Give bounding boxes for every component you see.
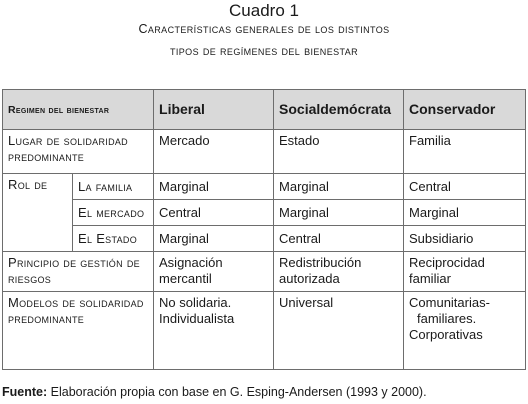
- cell-familia-liberal: Marginal: [154, 174, 274, 200]
- table-row-rol-mercado: [3, 200, 526, 226]
- cell-familia-conservador: Central: [404, 174, 526, 200]
- header-socialdemocrata: Socialdemócrata: [274, 90, 404, 130]
- cell-modelos-social: Universal: [274, 292, 404, 370]
- cell-mercado-conservador: Marginal: [404, 200, 526, 226]
- row-label-estado: El Estado: [73, 226, 154, 252]
- cell-principio-conservador: Reciprocidad familiar: [404, 252, 526, 292]
- cell-modelos-conservador: [404, 292, 526, 370]
- row-label-familia: La familia: [73, 174, 154, 200]
- cell-lugar-liberal: Mercado: [154, 130, 274, 174]
- row-label-rol: Rol de: [3, 174, 73, 252]
- table-row-lugar: [3, 130, 526, 174]
- header-conservador: Conservador: [404, 90, 526, 130]
- footnote-label: Fuente:: [2, 385, 48, 399]
- cell-estado-social: Central: [274, 226, 404, 252]
- welfare-regimes-table: [2, 89, 526, 370]
- cell-modelos-liberal-line-1: No solidaria.: [159, 295, 232, 310]
- row-label-lugar: Lugar de solidaridad predominante: [3, 130, 154, 174]
- header-row: [3, 90, 526, 130]
- footnote-text: Elaboración propia con base en G. Esping-Andersen (1993 y 2000).: [50, 385, 427, 399]
- cell-mercado-liberal: Central: [154, 200, 274, 226]
- row-label-mercado: El mercado: [73, 200, 154, 226]
- table-row-rol-familia: [3, 174, 526, 200]
- cell-estado-conservador: Subsidiario: [404, 226, 526, 252]
- header-liberal: Liberal: [154, 90, 274, 130]
- cell-principio-social: Redistribución autorizada: [274, 252, 404, 292]
- row-label-principio: Principio de gestión de riesgos: [3, 252, 154, 292]
- table-subtitle-line-2: tipos de regímenes del bienestar: [169, 44, 359, 58]
- table-number-title: Cuadro 1: [229, 1, 299, 20]
- cell-lugar-conservador: Familia: [404, 130, 526, 174]
- table-row-rol-estado: [3, 226, 526, 252]
- cell-lugar-social: Estado: [274, 130, 404, 174]
- source-footnote: [2, 384, 427, 400]
- table-row-principio: [3, 252, 526, 292]
- table-subtitle-line-1: Características generales de los distintos: [138, 22, 390, 36]
- cell-principio-liberal: Asignación mercantil: [154, 252, 274, 292]
- cell-modelos-liberal-line-2: Individualista: [159, 311, 235, 326]
- cell-modelos-conservador-line-3: Corporativas: [409, 327, 483, 342]
- row-label-modelos: Modelos de solidaridad predominante: [3, 292, 154, 370]
- cell-estado-liberal: Marginal: [154, 226, 274, 252]
- header-regimen: Regimen del bienestar: [3, 90, 154, 130]
- cell-familia-social: Marginal: [274, 174, 404, 200]
- table-row-modelos: [3, 292, 526, 370]
- cell-modelos-conservador-line-1: Comunitarias-: [409, 295, 490, 310]
- cell-modelos-conservador-line-2: familiares.: [417, 311, 477, 326]
- cell-modelos-liberal: [154, 292, 274, 370]
- cell-mercado-social: Marginal: [274, 200, 404, 226]
